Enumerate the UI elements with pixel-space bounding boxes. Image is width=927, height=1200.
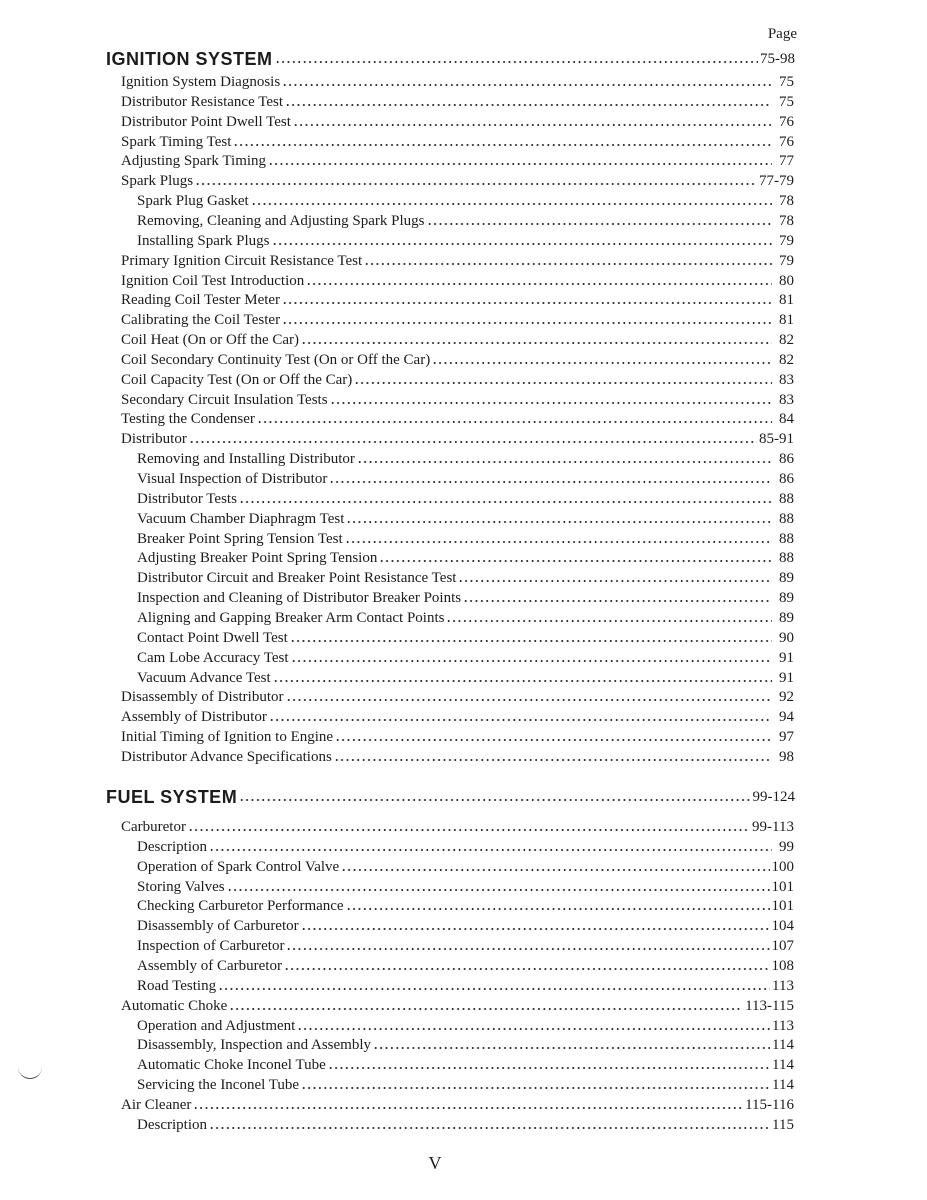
- toc-entry-page: 83: [779, 371, 794, 388]
- dot-leader: [329, 480, 772, 484]
- toc-entry-page: 86: [779, 451, 794, 468]
- toc-entry-title: Adjusting Breaker Point Spring Tension: [137, 550, 378, 567]
- toc-entry: [137, 627, 794, 647]
- toc-entry-page: 75: [779, 74, 794, 90]
- dot-leader: [432, 361, 772, 365]
- toc-entry-title: Distributor: [121, 431, 187, 448]
- toc-entry-page: 114: [772, 1057, 794, 1074]
- dot-leader: [285, 103, 772, 107]
- toc-entry-page: 88: [779, 490, 794, 507]
- toc-entry-title: Air Cleaner: [121, 1096, 192, 1113]
- dot-leader: [286, 947, 769, 951]
- toc-entry-title: Description: [137, 838, 207, 855]
- toc-entry-page: 101: [771, 898, 794, 915]
- toc-entry: [137, 1015, 794, 1035]
- dot-leader: [330, 401, 772, 405]
- dot-leader: [301, 341, 772, 345]
- toc-entry-title: Vacuum Advance Test: [137, 669, 271, 686]
- toc-entry-page: 89: [779, 590, 794, 607]
- dot-leader: [272, 242, 772, 246]
- dot-leader: [357, 460, 772, 464]
- toc-entry-page: 78: [779, 212, 794, 229]
- toc-entry-title: Coil Capacity Test (On or Off the Car): [121, 371, 353, 388]
- toc-entry: [137, 876, 794, 896]
- toc-entry: [137, 607, 794, 627]
- toc-entry-page: 114: [772, 1077, 794, 1094]
- toc-entry: [121, 91, 794, 111]
- toc-entry-page: 75: [779, 93, 794, 110]
- toc-entry-page: 91: [779, 669, 794, 686]
- toc-entry-page: 77: [779, 153, 794, 170]
- toc-entry: [121, 71, 794, 91]
- dot-leader: [268, 162, 772, 166]
- toc-entry-title: Distributor Resistance Test: [121, 93, 283, 110]
- toc-entry: [121, 309, 794, 329]
- toc-entry-page: 76: [779, 113, 794, 130]
- dot-leader: [290, 639, 772, 643]
- toc-entry: [137, 448, 794, 468]
- toc-entry: [121, 686, 794, 706]
- toc-entry-title: Automatic Choke: [121, 997, 228, 1014]
- toc-entry: [137, 210, 794, 230]
- toc-section-page: 75-98: [760, 51, 795, 67]
- toc-entry-page: 82: [779, 332, 794, 349]
- toc-entry-title: Calibrating the Coil Tester: [121, 312, 281, 329]
- dot-leader: [301, 927, 770, 931]
- toc-entry-page: 89: [779, 570, 794, 587]
- toc-entry: [137, 587, 794, 607]
- toc-entry-page: 92: [779, 689, 794, 706]
- toc-entry-title: Contact Point Dwell Test: [137, 629, 288, 646]
- toc-entry-title: Operation and Adjustment: [137, 1017, 296, 1034]
- toc-entry-title: Cam Lobe Accuracy Test: [137, 649, 289, 666]
- toc-entry: [121, 706, 794, 726]
- toc-entry: [137, 975, 794, 995]
- toc-entry-page: 90: [779, 629, 794, 646]
- toc-entry-title: Initial Timing of Ignition to Engine: [121, 729, 334, 746]
- toc-entry-page: 85-91: [759, 431, 794, 448]
- toc-entry: [121, 289, 794, 309]
- dot-leader: [218, 987, 770, 991]
- toc-entry-title: Checking Carburetor Performance: [137, 898, 344, 915]
- toc-entry-page: 108: [771, 957, 794, 974]
- toc-entry: [137, 488, 794, 508]
- toc-entry: [137, 1074, 794, 1094]
- toc-entry-title: Disassembly of Distributor: [121, 689, 284, 706]
- dot-leader: [335, 738, 772, 742]
- toc-entry-title: Servicing the Inconel Tube: [137, 1077, 300, 1094]
- toc-entry-page: 99: [779, 838, 794, 855]
- toc-entry: [121, 111, 794, 131]
- toc-entry: [137, 667, 794, 687]
- dot-leader: [227, 888, 770, 892]
- toc-entry: [121, 349, 794, 369]
- toc-section: [106, 782, 795, 806]
- dot-leader: [209, 848, 772, 852]
- dot-leader: [463, 599, 772, 603]
- toc-entry-title: Distributor Advance Specifications: [121, 748, 332, 765]
- dot-leader: [189, 440, 757, 444]
- dot-leader: [427, 222, 773, 226]
- toc-entry-title: Removing, Cleaning and Adjusting Spark Plugs: [137, 212, 425, 229]
- dot-leader: [239, 798, 750, 802]
- dot-leader: [297, 1027, 770, 1031]
- toc-entry-title: Operation of Spark Control Valve: [137, 858, 340, 875]
- toc-entry: [137, 1034, 794, 1054]
- toc-entry-page: 99-113: [752, 819, 794, 835]
- toc-entry-title: Coil Secondary Continuity Test (On or Off the Car): [121, 351, 431, 368]
- toc-entry-title: Reading Coil Tester Meter: [121, 292, 281, 309]
- toc-entry-title: Spark Plug Gasket: [137, 193, 249, 210]
- toc-entry: [121, 150, 794, 170]
- toc-entry-title: Inspection of Carburetor: [137, 938, 285, 955]
- toc-entry-page: 89: [779, 609, 794, 626]
- toc-entry-page: 86: [779, 471, 794, 487]
- toc-entry-page: 84: [779, 411, 794, 428]
- toc-entry: [137, 915, 794, 935]
- dot-leader: [364, 262, 772, 266]
- dot-leader: [193, 1106, 743, 1110]
- toc-entry-page: 79: [779, 232, 794, 249]
- toc-entry: [137, 935, 794, 955]
- toc-entry-page: 78: [779, 193, 794, 210]
- toc-entry: [121, 995, 794, 1015]
- toc-entry-title: Disassembly, Inspection and Assembly: [137, 1037, 372, 1054]
- toc-entry-title: Disassembly of Carburetor: [137, 918, 299, 935]
- toc-entry: [137, 468, 794, 488]
- page-number-footer: V: [428, 1153, 442, 1173]
- toc-entry-title: Spark Timing Test: [121, 133, 232, 150]
- toc-entry-title: Coil Heat (On or Off the Car): [121, 332, 300, 349]
- dot-leader: [446, 619, 772, 623]
- toc-entry: [121, 131, 794, 151]
- margin-pencil-mark: [18, 1066, 42, 1079]
- toc-entry-page: 114: [772, 1037, 794, 1054]
- dot-leader: [345, 540, 772, 544]
- toc-entry-title: Breaker Point Spring Tension Test: [137, 530, 343, 547]
- dot-leader: [291, 659, 772, 663]
- toc-entry-page: 115: [772, 1116, 794, 1133]
- toc-entry-page: 79: [779, 252, 794, 269]
- toc-entry-title: Description: [137, 1116, 207, 1133]
- toc-entry: [137, 1054, 794, 1074]
- toc-entry-title: Distributor Point Dwell Test: [121, 113, 291, 130]
- toc-section: [106, 44, 795, 68]
- toc-entry: [121, 270, 794, 290]
- toc-section-page: 99-124: [752, 789, 795, 805]
- toc-entry-page: 81: [779, 292, 794, 309]
- toc-entry-title: Distributor Tests: [137, 490, 237, 507]
- toc-entry: [121, 389, 794, 409]
- dot-leader: [346, 520, 772, 524]
- dot-leader: [301, 1086, 770, 1090]
- toc-entry: [121, 250, 794, 270]
- toc-entry: [121, 746, 794, 766]
- toc-entry: [121, 408, 794, 428]
- dot-leader: [293, 123, 772, 127]
- dot-leader: [195, 182, 757, 186]
- dot-leader: [284, 967, 770, 971]
- toc-entry: [121, 170, 794, 190]
- toc-entry-page: 88: [779, 530, 794, 547]
- dot-leader: [229, 1007, 743, 1011]
- toc-entry-page: 82: [779, 351, 794, 368]
- toc-entry: [137, 547, 794, 567]
- dot-leader: [282, 301, 772, 305]
- toc-entry: [121, 428, 794, 448]
- toc-entry-page: 101: [771, 878, 794, 895]
- dot-leader: [251, 202, 772, 206]
- toc-entry-page: 113-115: [745, 997, 794, 1014]
- toc-entry: [121, 816, 794, 836]
- dot-leader: [286, 698, 773, 702]
- dot-leader: [334, 758, 772, 762]
- toc-entry: [121, 329, 794, 349]
- toc-entry-page: 77-79: [759, 173, 794, 190]
- toc-entry: [137, 1114, 794, 1134]
- toc-entry: [137, 895, 794, 915]
- toc-entry: [137, 955, 794, 975]
- dot-leader: [188, 828, 750, 832]
- dot-leader: [373, 1046, 770, 1050]
- toc-entry: [137, 856, 794, 876]
- dot-leader: [282, 321, 772, 325]
- dot-leader: [209, 1126, 770, 1130]
- dot-leader: [379, 559, 772, 563]
- toc-entry-title: Testing the Condenser: [121, 411, 255, 428]
- toc-entry-title: Ignition System Diagnosis: [121, 74, 281, 90]
- toc-entry-title: Vacuum Chamber Diaphragm Test: [137, 510, 345, 527]
- dot-leader: [273, 679, 772, 683]
- page-column-header: Page: [767, 26, 797, 42]
- toc-entry: [121, 369, 794, 389]
- toc-entry-page: 88: [779, 510, 794, 527]
- dot-leader: [346, 907, 770, 911]
- dot-leader: [458, 579, 772, 583]
- toc-section-title: FUEL SYSTEM: [106, 787, 238, 807]
- toc-entry: [137, 190, 794, 210]
- toc-entry-page: 83: [779, 391, 794, 408]
- toc-entry-title: Secondary Circuit Insulation Tests: [121, 391, 328, 408]
- toc-entry-title: Assembly of Distributor: [121, 709, 267, 726]
- toc-section-title: IGNITION SYSTEM: [106, 49, 273, 69]
- toc-entry-page: 94: [779, 709, 794, 726]
- toc-entry-title: Carburetor: [121, 819, 186, 835]
- dot-leader: [257, 420, 772, 424]
- toc-entry-title: Distributor Circuit and Breaker Point Resistance Test: [137, 570, 457, 587]
- toc-entry: [137, 508, 794, 528]
- toc-entry-title: Aligning and Gapping Breaker Arm Contact Points: [137, 609, 445, 626]
- dot-leader: [282, 83, 772, 87]
- toc-entry-page: 115-116: [745, 1096, 794, 1113]
- toc-entry-page: 107: [771, 938, 794, 955]
- toc-entry-title: Adjusting Spark Timing: [121, 153, 267, 170]
- toc-entry: [137, 528, 794, 548]
- toc-entry-title: Inspection and Cleaning of Distributor Breaker Points: [137, 590, 462, 607]
- toc-entry-page: 98: [779, 748, 794, 765]
- toc-entry-page: 91: [779, 649, 794, 666]
- dot-leader: [328, 1066, 770, 1070]
- toc-entry-title: Visual Inspection of Distributor: [137, 471, 328, 487]
- dot-leader: [306, 282, 772, 286]
- toc-entry: [137, 567, 794, 587]
- toc-entry-title: Assembly of Carburetor: [137, 957, 282, 974]
- toc-entry-page: 81: [779, 312, 794, 329]
- toc-entry-page: 80: [779, 272, 794, 289]
- toc-entry-page: 97: [779, 729, 794, 746]
- dot-leader: [341, 868, 769, 872]
- toc-entry-title: Road Testing: [137, 977, 217, 994]
- toc-entry: [137, 647, 794, 667]
- toc-entry: [137, 230, 794, 250]
- toc-entry-page: 76: [779, 133, 794, 150]
- toc-entry-title: Installing Spark Plugs: [137, 232, 270, 249]
- toc-entry-title: Ignition Coil Test Introduction: [121, 272, 305, 289]
- toc-entry: [137, 836, 794, 856]
- toc-entry-title: Removing and Installing Distributor: [137, 451, 355, 468]
- toc-entry-page: 113: [772, 977, 794, 994]
- toc-entry-title: Spark Plugs: [121, 173, 194, 190]
- toc-entry-title: Primary Ignition Circuit Resistance Test: [121, 252, 363, 269]
- dot-leader: [239, 500, 772, 504]
- toc-entry-title: Storing Valves: [137, 878, 225, 895]
- dot-leader: [275, 60, 758, 64]
- dot-leader: [269, 718, 772, 722]
- toc-entry-page: 104: [771, 918, 794, 935]
- toc-entry: [121, 1094, 794, 1114]
- toc-entry-title: Automatic Choke Inconel Tube: [137, 1057, 326, 1074]
- dot-leader: [233, 143, 772, 147]
- toc-entry: [121, 726, 794, 746]
- dot-leader: [354, 381, 772, 385]
- toc-entry-page: 113: [772, 1017, 794, 1034]
- toc-entry-page: 88: [779, 550, 794, 567]
- toc-entry-page: 100: [771, 858, 794, 875]
